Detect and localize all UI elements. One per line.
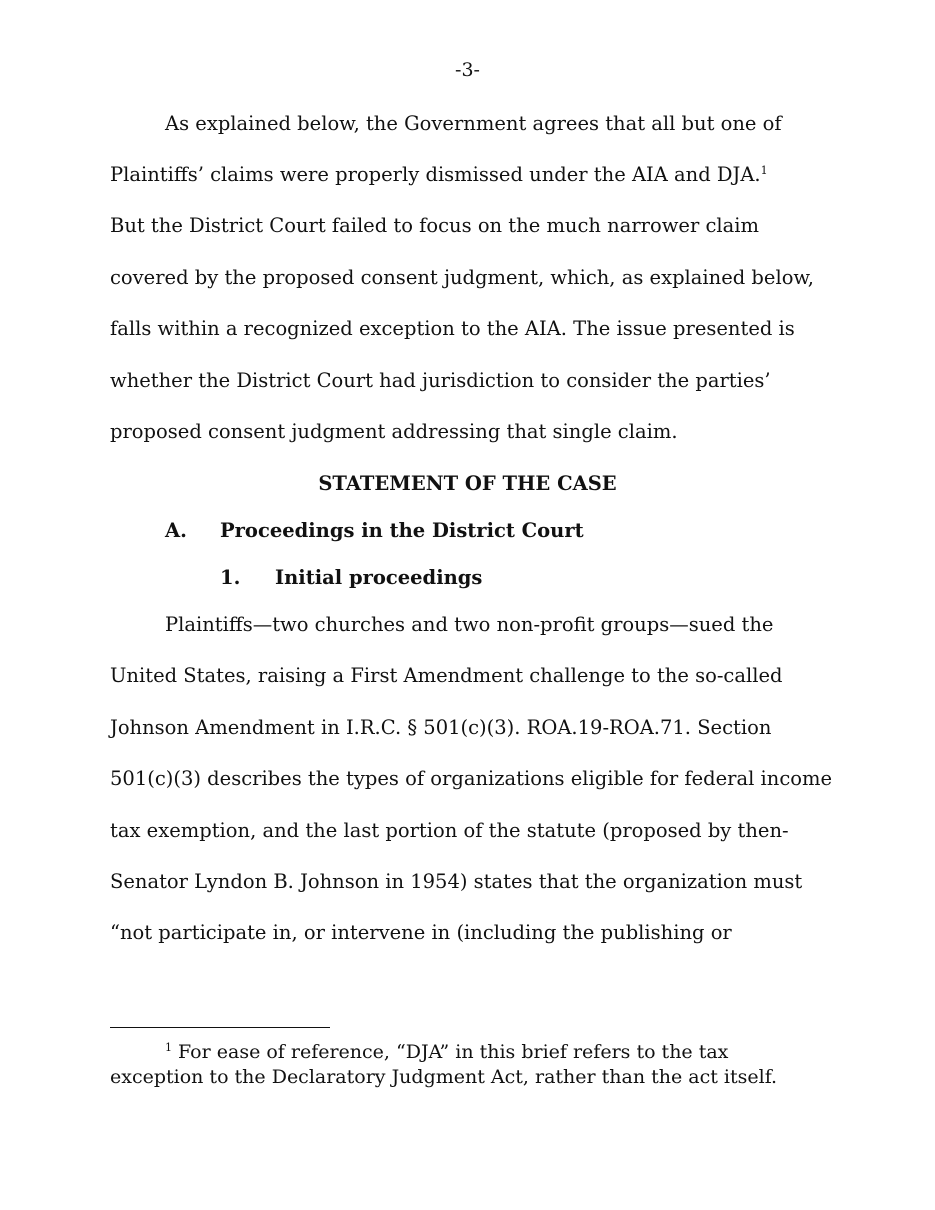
paragraph-line xyxy=(110,162,768,188)
paragraph-line: falls within a recognized exception to the AIA. The issue presented is xyxy=(110,317,795,340)
subheading-title: Initial proceedings xyxy=(275,566,483,589)
paragraph-line: tax exemption, and the last portion of the statute (proposed by then- xyxy=(110,819,789,842)
paragraph-line: As explained below, the Government agrees that all but one of xyxy=(165,112,782,135)
footnote-line xyxy=(165,1040,728,1064)
subheading-a xyxy=(165,518,584,544)
footnote-text: For ease of reference, “DJA” in this brief refers to the tax xyxy=(172,1041,729,1063)
section-heading: STATEMENT OF THE CASE xyxy=(318,472,617,495)
paragraph-line: Senator Lyndon B. Johnson in 1954) states that the organization must xyxy=(110,870,803,893)
paragraph-line-text: Plaintiffs’ claims were properly dismissed under the AIA and DJA. xyxy=(110,163,761,186)
paragraph-line: proposed consent judgment addressing that single claim. xyxy=(110,420,678,443)
paragraph-line: covered by the proposed consent judgment, which, as explained below, xyxy=(110,266,815,289)
footnote-line: exception to the Declaratory Judgment Act, rather than the act itself. xyxy=(110,1066,778,1088)
paragraph-line: United States, raising a First Amendment challenge to the so-called xyxy=(110,664,783,687)
footnote-marker: 1 xyxy=(165,1041,172,1054)
subheading-number: A. xyxy=(165,519,187,542)
paragraph-line: 501(c)(3) describes the types of organizations eligible for federal income xyxy=(110,767,833,790)
paragraph-line: But the District Court failed to focus on the much narrower claim xyxy=(110,214,760,237)
footnote-reference: 1 xyxy=(760,164,768,177)
subheading-number: 1. xyxy=(220,566,241,589)
page-number: -3- xyxy=(455,59,480,81)
subheading-1 xyxy=(220,565,482,591)
subheading-title: Proceedings in the District Court xyxy=(220,519,584,542)
paragraph-line: whether the District Court had jurisdiction to consider the parties’ xyxy=(110,369,771,392)
footnote-divider xyxy=(110,1027,330,1028)
paragraph-line: Johnson Amendment in I.R.C. § 501(c)(3). ROA.19-ROA.71. Section xyxy=(110,716,772,739)
paragraph-line: Plaintiffs—two churches and two non-profit groups—sued the xyxy=(165,613,774,636)
paragraph-line: “not participate in, or intervene in (including the publishing or xyxy=(110,921,732,944)
